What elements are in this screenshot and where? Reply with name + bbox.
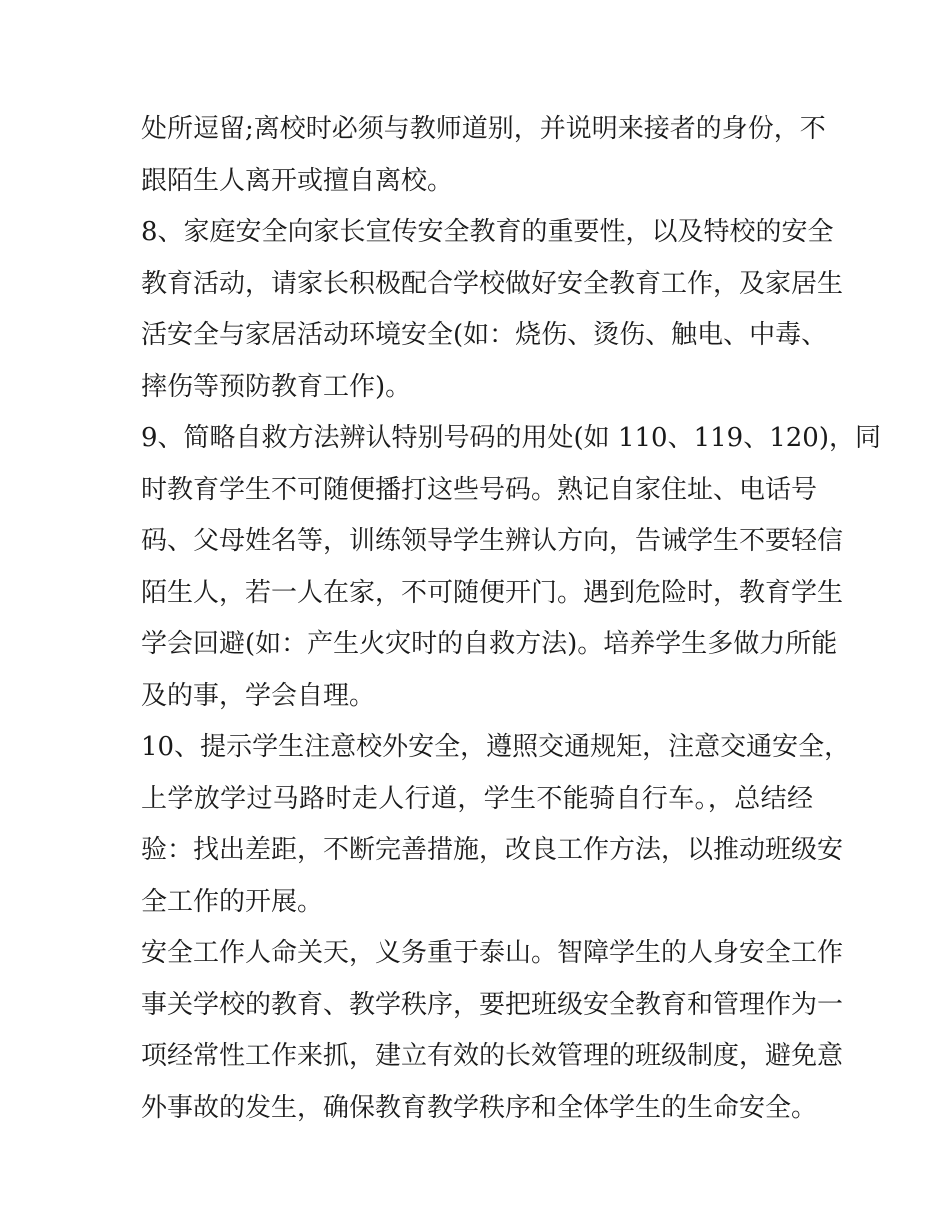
text-line: 全工作的开展。 [141,886,324,917]
text-line: 安全工作人命关天，义务重于泰山。智障学生的人身安全工作 [141,938,844,968]
text-line: 活安全与家居活动环境安全(如：烧伤、烫伤、触电、中毒、 [141,320,828,350]
paragraph-item-10 [141,722,851,928]
document-body [141,104,881,1134]
text-line: 处所逗留;离校时必须与教师道别，并说明来接者的身份，不 [141,114,826,144]
text-line: 事关学校的教育、教学秩序，要把班级安全教育和管理作为一 [141,989,844,1020]
paragraph-item-9 [141,413,881,722]
text-line: 及的事，学会自理。 [141,680,376,711]
text-line: 验：找出差距，不断完善措施，改良工作方法，以推动班级安 [141,835,844,865]
text-line: 学会回避(如：产生火灾时的自救方法)。培养学生多做力所能 [141,629,838,659]
text-line: 摔伤等预防教育工作)。 [141,371,412,402]
text-line: 时教育学生不可随便播打这些号码。熟记自家住址、电话号 [141,474,818,505]
text-line: 教育活动，请家长积极配合学校做好安全教育工作，及家居生 [141,268,844,299]
text-line: 外事故的发生，确保教育教学秩序和全体学生的生命安全。 [141,1092,818,1123]
text-line: 9、简略自救方法辨认特别号码的用处(如 110、119、120)，同 [141,423,881,453]
text-line: 10、提示学生注意校外安全，遵照交通规矩，注意交通安全， [141,732,851,762]
text-line: 上学放学过马路时走人行道，学生不能骑自行车。，总结经 [141,783,813,814]
paragraph-conclusion [141,928,844,1134]
text-line: 项经常性工作来抓，建立有效的长效管理的班级制度，避免意 [141,1041,844,1071]
text-line: 跟陌生人离开或擅自离校。 [141,165,454,196]
text-line: 陌生人，若一人在家，不可随便开门。遇到危险时，教育学生 [141,577,844,608]
paragraph-continuation [141,104,826,207]
text-line: 8、家庭安全向家长宣传安全教育的重要性，以及特校的安全 [141,217,834,247]
text-line: 码、父母姓名等，训练领导学生辨认方向，告诫学生不要轻信 [141,526,844,556]
paragraph-item-8 [141,207,844,413]
